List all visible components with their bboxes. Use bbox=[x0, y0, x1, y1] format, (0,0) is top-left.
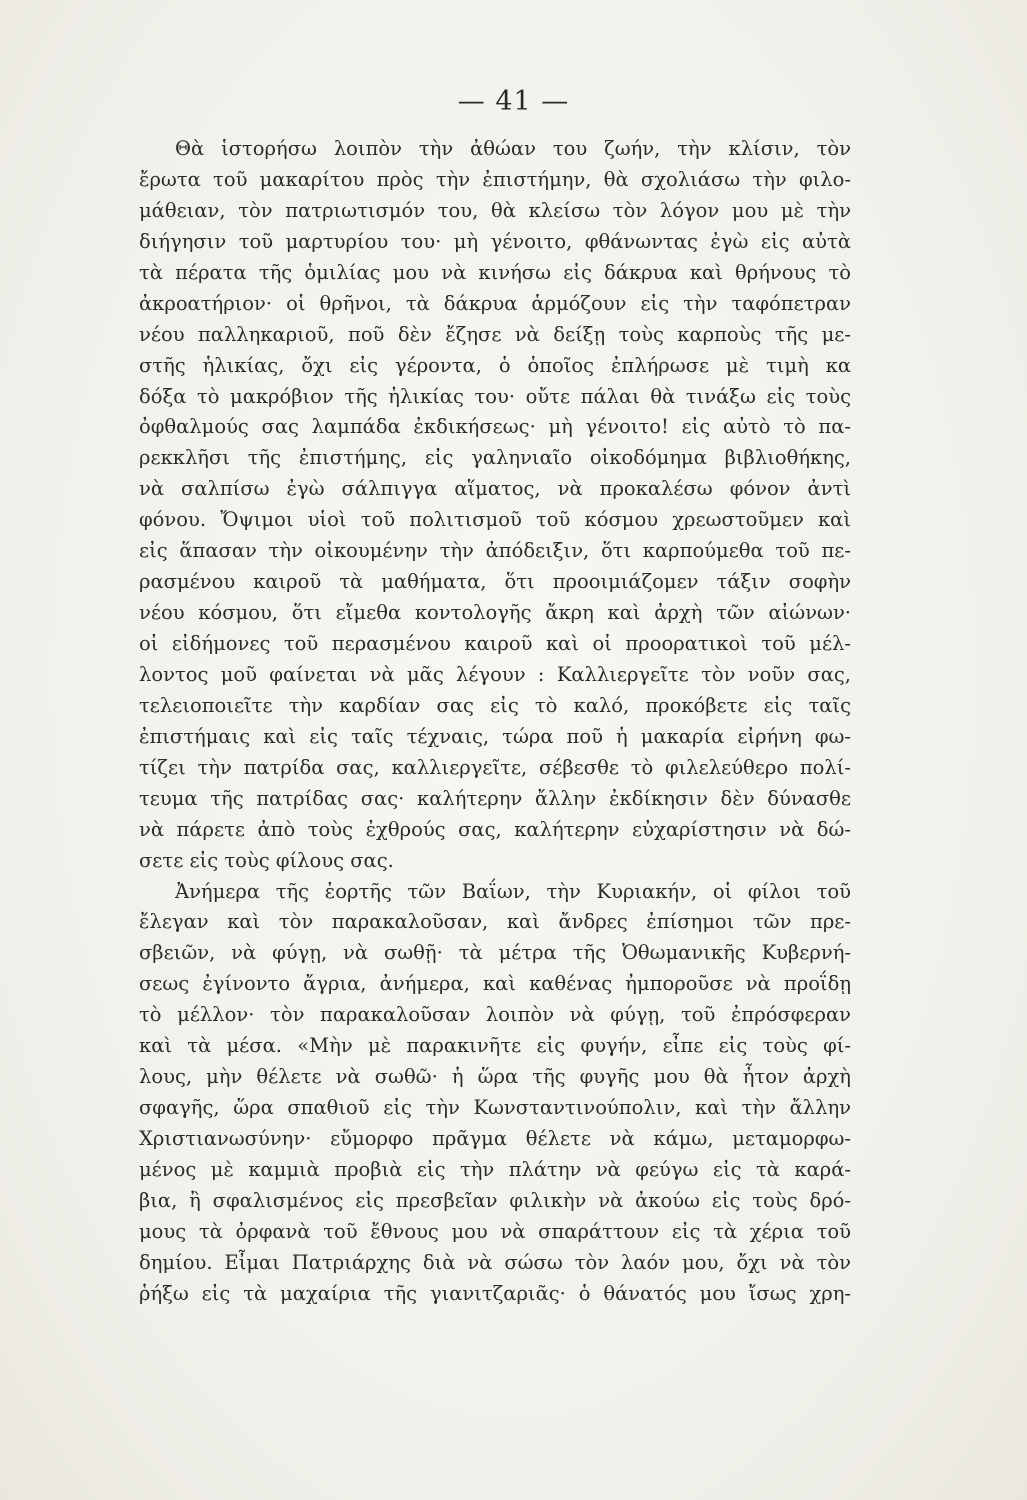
text-line: ἔλεγαν καὶ τὸν παρακαλοῦσαν, καὶ ἄνδρες ἐπίσημοι τῶν πρε- bbox=[139, 910, 851, 934]
text-line: ῥήξω εἰς τὰ μαχαίρια τῆς γιανιτζαριᾶς· ὁ θάνατός μου ἴσως χρη- bbox=[139, 1281, 851, 1305]
text-line: νέου κόσμου, ὅτι εἴμεθα κοντολογῆς ἄκρη καὶ ἀρχὴ τῶν αἰώνων· bbox=[139, 601, 851, 625]
text-line: νὰ πάρετε ἀπὸ τοὺς ἐχθρούς σας, καλήτερην εὐχαρίστησιν νὰ δώ- bbox=[139, 817, 851, 841]
text-line: δημίου. Εἶμαι Πατριάρχης διὰ νὰ σώσω τὸν λαόν μου, ὄχι νὰ τὸν bbox=[139, 1250, 851, 1274]
text-line: τὸ μέλλον· τὸν παρακαλοῦσαν λοιπὸν νὰ φύγῃ, τοῦ ἐπρόσφεραν bbox=[139, 1003, 851, 1027]
text-line: φόνου. Ὄψιμοι υἱοὶ τοῦ πολιτισμοῦ τοῦ κόσμου χρεωστοῦμεν καὶ bbox=[139, 508, 851, 532]
text-line: ὀφθαλμούς σας λαμπάδα ἐκδικήσεως· μὴ γένοιτο! εἰς αὐτὸ τὸ πα- bbox=[139, 415, 851, 439]
body-text bbox=[139, 134, 851, 1310]
text-line: σφαγῆς, ὥρα σπαθιοῦ εἰς τὴν Κωνσταντινούπολιν, καὶ τὴν ἄλλην bbox=[139, 1096, 851, 1120]
text-line: ρεκκλῆσι τῆς ἐπιστήμης, εἰς γαληνιαῖο οἰκοδόμημα βιβλιοθήκης, bbox=[139, 446, 851, 470]
text-line: μάθειαν, τὸν πατριωτισμόν του, θὰ κλείσω τὸν λόγον μου μὲ τὴν bbox=[139, 198, 851, 222]
text-line: σεως ἐγίνοντο ἄγρια, ἀνήμερα, καὶ καθένας ἠμποροῦσε νὰ προΐδῃ bbox=[139, 972, 851, 996]
text-line: Ἀνήμερα τῆς ἑορτῆς τῶν Βαΐων, τὴν Κυριακήν, οἱ φίλοι τοῦ bbox=[175, 879, 851, 903]
text-line: νὰ σαλπίσω ἐγὼ σάλπιγγα αἵματος, νὰ προκαλέσω φόνον ἀντὶ bbox=[139, 477, 851, 501]
text-line: τὰ πέρατα τῆς ὁμιλίας μου νὰ κινήσω εἰς δάκρυα καὶ θρήνους τὸ bbox=[139, 260, 851, 284]
text-line: λους, μὴν θέλετε νὰ σωθῶ· ἡ ὥρα τῆς φυγῆς μου θὰ ἦτον ἀρχὴ bbox=[139, 1065, 851, 1089]
text-line: λοντος μοῦ φαίνεται νὰ μᾶς λέγουν : Καλλιεργεῖτε τὸν νοῦν σας, bbox=[139, 662, 851, 686]
text-line: νέου παλληκαριοῦ, ποῦ δὲν ἔζησε νὰ δείξῃ τοὺς καρποὺς τῆς με- bbox=[139, 322, 851, 346]
text-line: Θὰ ἱστορήσω λοιπὸν τὴν ἀθώαν του ζωήν, τὴν κλίσιν, τὸν bbox=[175, 137, 851, 160]
text-line: στῆς ἡλικίας, ὄχι εἰς γέροντα, ὁ ὁποῖος ἐπλήρωσε μὲ τιμὴ κα bbox=[139, 353, 851, 377]
text-line: τευμα τῆς πατρίδας σας· καλήτερην ἄλλην ἐκδίκησιν δὲν δύνασθε bbox=[139, 786, 851, 810]
text-line: Χριστιανωσύνην· εὔμορφο πρᾶγμα θέλετε νὰ κάμω, μεταμορφω- bbox=[139, 1127, 851, 1150]
text-line: μους τὰ ὀρφανὰ τοῦ ἔθνους μου νὰ σπαράττουν εἰς τὰ χέρια τοῦ bbox=[139, 1219, 851, 1243]
text-line: ρασμένου καιροῦ τὰ μαθήματα, ὅτι προοιμιάζομεν τάξιν σοφὴν bbox=[139, 570, 851, 594]
text-line: σβειῶν, νὰ φύγῃ, νὰ σωθῇ· τὰ μέτρα τῆς Ὀθωμανικῆς Κυβερνή- bbox=[139, 941, 851, 965]
text-line: σετε εἰς τοὺς φίλους σας. bbox=[139, 848, 394, 872]
text-line: ἔρωτα τοῦ μακαρίτου πρὸς τὴν ἐπιστήμην, θὰ σχολιάσω τὴν φιλο- bbox=[139, 167, 851, 191]
text-line: εἰς ἅπασαν τὴν οἰκουμένην τὴν ἀπόδειξιν, ὅτι καρπούμεθα τοῦ πε- bbox=[139, 539, 851, 563]
text-line: βια, ἢ σφαλισμένος εἰς πρεσβεῖαν φιλικὴν νὰ ἀκούω εἰς τοὺς δρό- bbox=[139, 1188, 851, 1212]
text-line: καὶ τὰ μέσα. «Μὴν μὲ παρακινῆτε εἰς φυγήν, εἶπε εἰς τοὺς φί- bbox=[139, 1034, 851, 1058]
text-line: μένος μὲ καμμιὰ προβιὰ εἰς τὴν πλάτην νὰ φεύγω εἰς τὰ καρά- bbox=[139, 1157, 851, 1181]
text-line: ἀκροατήριον· οἱ θρῆνοι, τὰ δάκρυα ἁρμόζουν εἰς τὴν ταφόπετραν bbox=[139, 291, 851, 315]
text-line: τελειοποιεῖτε τὴν καρδίαν σας εἰς τὸ καλό, προκόβετε εἰς ταῖς bbox=[139, 693, 851, 717]
text-line: δόξα τὸ μακρόβιον τῆς ἡλικίας του· οὔτε πάλαι θὰ τινάξω εἰς τοὺς bbox=[139, 384, 851, 408]
text-line: ἐπιστήμαις καὶ εἰς ταῖς τέχναις, τώρα ποῦ ἡ μακαρία εἰρήνη φω- bbox=[139, 724, 851, 748]
text-line: τίζει τὴν πατρίδα σας, καλλιεργεῖτε, σέβεσθε τὸ φιλελεύθερο πολί- bbox=[139, 755, 851, 779]
text-line: οἱ εἰδήμονες τοῦ περασμένου καιροῦ καὶ οἱ προορατικοὶ τοῦ μέλ- bbox=[139, 632, 851, 655]
page-number: — 41 — bbox=[457, 86, 570, 117]
text-line: διήγησιν τοῦ μαρτυρίου του· μὴ γένοιτο, φθάνωντας ἐγὼ εἰς αὐτὰ bbox=[139, 229, 851, 253]
